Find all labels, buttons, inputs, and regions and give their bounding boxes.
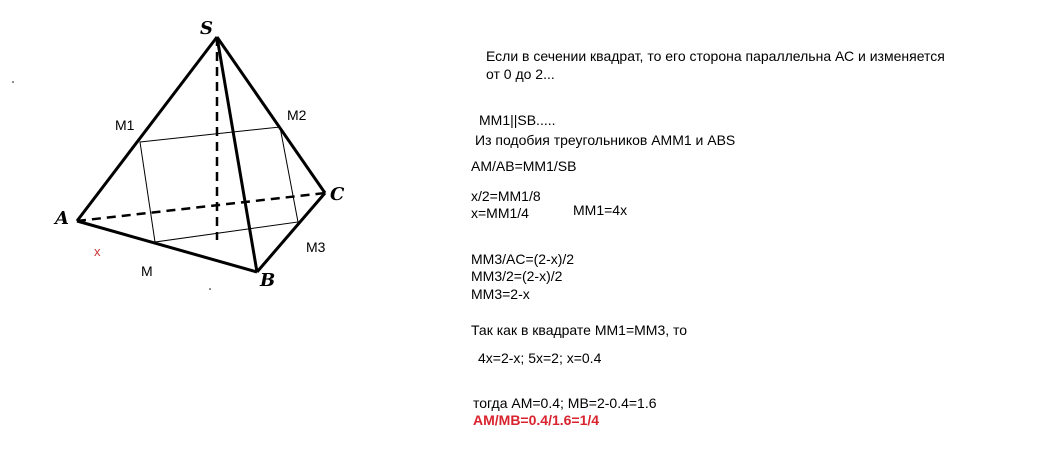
stray-dot [209, 288, 211, 290]
tetrahedron-diagram [0, 0, 460, 456]
point-label-M2: M2 [287, 107, 307, 123]
edge-AB [77, 221, 257, 272]
equation-2: x=MM1/4 [471, 205, 529, 221]
stray-dot [12, 81, 14, 83]
edge-BC [257, 193, 325, 272]
equation-5: MM3/2=(2-x)/2 [471, 268, 563, 284]
since-statement: Так как в квадрате MM1=MM3, то [471, 322, 688, 338]
equation-4: MM3/AC=(2-x)/2 [471, 251, 575, 267]
equation-6: MM3=2-x [471, 286, 530, 302]
equation-1: x/2=MM1/8 [471, 188, 541, 204]
vertex-label-C: C [330, 184, 345, 205]
solve-equation: 4x=2-x; 5x=2; x=0.4 [478, 350, 602, 366]
edge-SA [77, 37, 217, 221]
equation-3: MM1=4x [573, 202, 628, 218]
point-label-M3: M3 [306, 239, 326, 255]
point-label-M: M [141, 263, 153, 279]
intro-line-2: от 0 до 2... [486, 66, 555, 82]
vertex-label-B: B [260, 270, 276, 291]
edge-SB [217, 37, 257, 272]
edge-AC-hidden [77, 193, 325, 221]
edge-SC [217, 37, 325, 193]
vertex-label-S: S [200, 18, 213, 39]
vertex-label-A: A [55, 208, 69, 229]
then-statement: тогда AM=0.4; MB=2-0.4=1.6 [473, 395, 657, 411]
point-label-M1: M1 [115, 117, 135, 133]
similarity-statement: Из подобия треугольников АММ1 и ABS [475, 132, 736, 148]
ratio-equation: AM/AB=MM1/SB [471, 158, 577, 174]
final-answer: AM/MB=0.4/1.6=1/4 [473, 412, 600, 428]
segment-label-x: x [94, 244, 101, 259]
cross-section-square [140, 127, 298, 242]
intro-line-1: Если в сечении квадрат, то его сторона параллельна АС и изменяется [486, 48, 945, 64]
parallel-statement: MM1||SB..... [479, 112, 556, 128]
